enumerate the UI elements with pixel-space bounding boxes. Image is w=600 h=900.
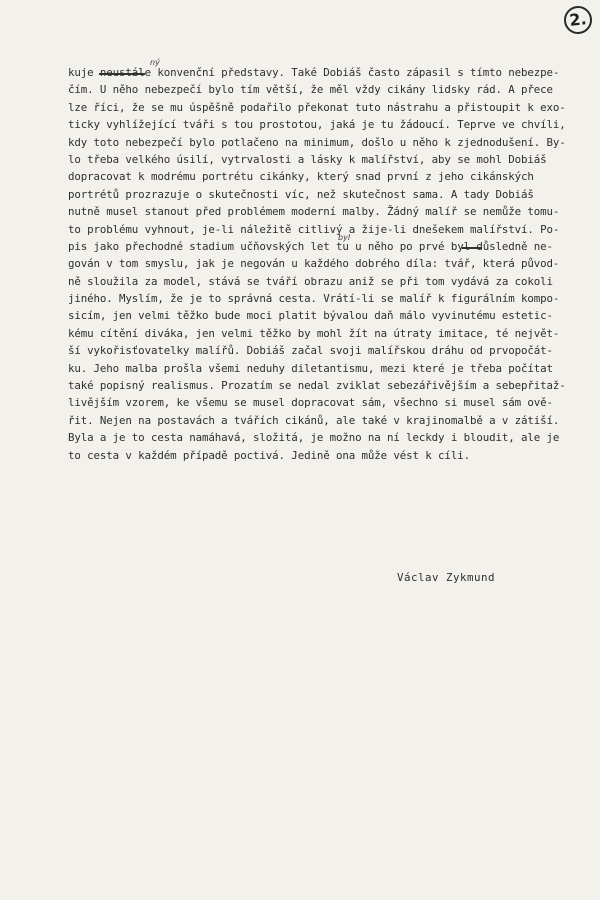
text-line: lo třeba velkého úsilí, vytrvalosti a lásky k malířství, aby se mohl Dobiáš [68, 152, 547, 166]
text-line: to problému vyhnout, je-li náležitě citlivý a žije-li dnešekem malířství. Po- [68, 222, 560, 236]
text-line: pis jako přechodné stadium učňovských let tu u něho po prvé byl důsledně ne- [68, 239, 553, 253]
text-line: také popisný realismus. Prozatím se nedal zviklat sebezářivějším a sebepřitaž- [68, 379, 566, 393]
text-line: dopracovat k modrému portrétu cikánky, který snad první z jeho cikánských [68, 170, 534, 184]
text-line: Byla a je to cesta namáhavá, složitá, je možno na ní leckdy i bloudit, ale je [68, 431, 560, 445]
text-line: čím. U něho nebezpečí bylo tím větší, že měl vždy cikány lidsky rád. A přece [68, 83, 553, 97]
text-line: kuje neustále konvenční představy. Také Dobiáš často zápasil s tímto nebezpe- [68, 66, 560, 79]
text-line: ší vykořisťovatelky malířů. Dobiáš začal svoji malířskou dráhu od prvopočát- [68, 344, 553, 358]
text-line: jiného. Myslím, že je to správná cesta. Vrátí-li se malíř k figurálním kompo- [68, 292, 560, 306]
text-line: sicím, jen velmi těžko bude moci platit bývalou daň málo vyvinutému estetic- [68, 309, 553, 323]
text-line: ku. Jeho malba prošla všemi neduhy diletantismu, mezi které je třeba počítat [68, 361, 553, 375]
text-line: kému cítění diváka, jen velmi těžko by mohl žít na útraty imitace, té největ- [68, 326, 560, 340]
text-line: gován v tom smyslu, jak je negován u každého dobrého díla: tvář, která původ- [68, 257, 560, 271]
text-line: ticky vyhlížející tváři s tou prostotou, jaká je tu žádoucí. Teprve ve chvíli, [68, 118, 566, 132]
text-line: ně sloužila za model, stává se tváří obrazu aniž se při tom vydává za cokoli [68, 274, 553, 288]
signature: Václav Zykmund [397, 571, 496, 584]
text-line: řit. Nejen na postavách a tvářích cikánů, ale také v krajinomalbě a v zátiší. [68, 413, 560, 427]
text-line: to cesta v každém případě poctivá. Jedině ona může vést k cíli. [68, 448, 470, 462]
handwritten-correction-1: ný [150, 58, 160, 67]
text-line: portrétů prozrazuje o skutečnosti víc, než skutečnost sama. A tady Dobiáš [68, 187, 534, 201]
handwritten-correction-2: byl [338, 233, 351, 242]
body-text [68, 64, 568, 464]
text-line: livějším vzorem, ke všemu se musel dopracovat sám, všechno si musel sám ově- [68, 396, 553, 410]
text-line: nutně musel stanout před problémem moderní malby. Žádný malíř se nemůže tomu- [68, 205, 560, 219]
text-line: kdy toto nebezpečí bylo potlačeno na minimum, došlo u něho k zjednodušení. By- [68, 135, 566, 149]
page-number: 2. [563, 5, 594, 36]
text-line: lze říci, že se mu úspěšně podařilo překonat tuto nástrahu a přistoupit k exo- [68, 100, 566, 114]
